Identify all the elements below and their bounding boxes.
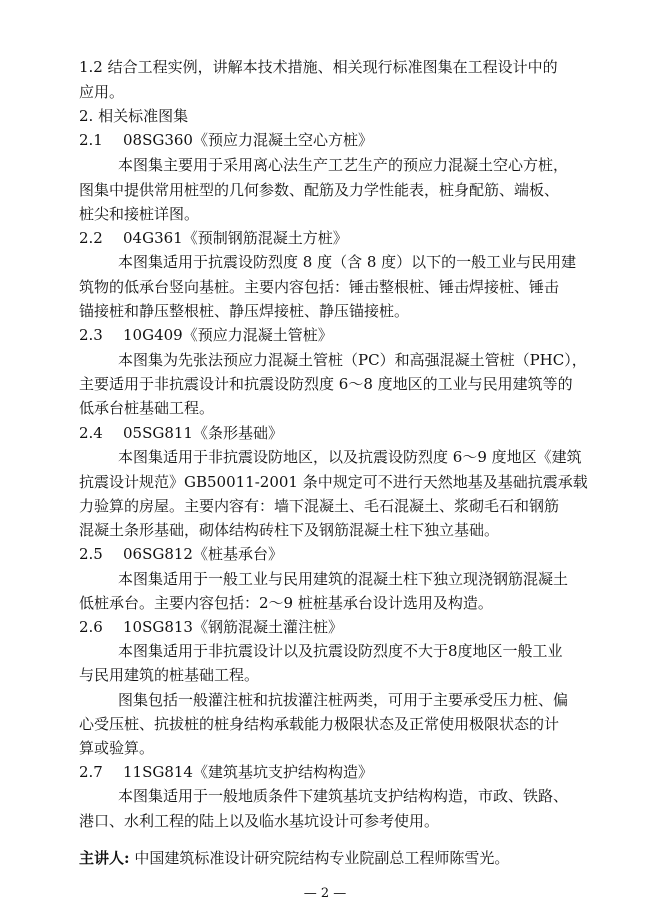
page-number: — 2 — — [303, 886, 347, 901]
paragraph-line: 低承台桩基础工程。 — [79, 399, 215, 417]
paragraph-line: 算或验算。 — [79, 739, 155, 757]
item-number: 2.6 — [79, 618, 103, 636]
paragraph-line: 与民用建筑的桩基础工程。 — [79, 666, 260, 684]
paragraph-line: 图集包括一般灌注桩和抗拔灌注桩两类，可用于主要承受压力桩、偏 — [118, 691, 569, 709]
item-2-1-heading — [79, 130, 373, 150]
item-title: 10G409《预应力混凝土管桩》 — [123, 326, 333, 344]
item-number: 2.2 — [79, 229, 103, 247]
paragraph-line: 抗震设计规范》GB50011-2001 条中规定可不进行天然地基及基础抗震承载 — [79, 473, 588, 491]
item-title: 04G361《预制钢筋混凝土方桩》 — [123, 229, 348, 247]
paragraph-line: 桩尖和接桩详图。 — [79, 205, 200, 223]
paragraph-line: 本图集适用于一般工业与民用建筑的混凝土柱下独立现浇钢筋混凝土 — [118, 570, 569, 588]
item-2-5-heading — [79, 544, 283, 564]
item-2-3-heading — [79, 325, 333, 345]
intro-line-2: 应用。 — [79, 83, 125, 101]
paragraph-line: 本图集适用于非抗震设防地区，以及抗震设防烈度 6～9 度地区《建筑 — [118, 448, 582, 466]
lecturer-label: 主讲人: — [79, 849, 130, 867]
paragraph-line: 本图集适用于一般地质条件下建筑基坑支护结构构造，市政、铁路、 — [118, 787, 569, 805]
item-2-2-heading — [79, 228, 348, 248]
paragraph-line: 图集中提供常用桩型的几何参数、配筋及力学性能表，桩身配筋、端板、 — [79, 181, 560, 199]
item-2-7-heading — [79, 762, 373, 782]
paragraph-line: 本图集为先张法预应力混凝土管桩（PC）和高强混凝土管桩（PHC）， — [118, 351, 587, 369]
item-2-6-heading — [79, 617, 343, 637]
item-number: 2.7 — [79, 763, 103, 781]
item-title: 11SG814《建筑基坑支护结构构造》 — [123, 763, 373, 781]
item-number: 2.4 — [79, 424, 103, 442]
paragraph-line: 心受压桩、抗拔桩的桩身结构承载能力极限状态及正常使用极限状态的计 — [79, 715, 560, 733]
paragraph-line: 混凝土条形基础，砌体结构砖柱下及钢筋混凝土柱下独立基础。 — [79, 521, 500, 539]
lecturer-line — [79, 848, 509, 868]
item-number: 2.3 — [79, 326, 103, 344]
lecturer-text: 中国建筑标准设计研究院结构专业院副总工程师陈雪光。 — [129, 849, 510, 867]
paragraph-line: 主要适用于非抗震设计和抗震设防烈度 6～8 度地区的工业与民用建筑等的 — [79, 375, 573, 393]
item-2-4-heading — [79, 423, 283, 443]
paragraph-line: 筑物的低承台竖向基桩。主要内容包括：锤击整根桩、锤击焊接桩、锤击 — [79, 278, 560, 296]
item-title: 10SG813《钢筋混凝土灌注桩》 — [123, 618, 343, 636]
item-title: 06SG812《桩基承台》 — [123, 545, 283, 563]
item-title: 05SG811《条形基础》 — [123, 424, 283, 442]
item-number: 2.1 — [79, 131, 103, 149]
paragraph-line: 本图集主要用于采用离心法生产工艺生产的预应力混凝土空心方桩， — [118, 156, 569, 174]
item-number: 2.5 — [79, 545, 103, 563]
intro-line-1: 1.2 结合工程实例，讲解本技术措施、相关现行标准图集在工程设计中的 — [79, 58, 558, 76]
paragraph-line: 本图集适用于抗震设防烈度 8 度（含 8 度）以下的一般工业与民用建 — [118, 253, 577, 271]
paragraph-line: 低桩承台。主要内容包括：2～9 桩桩基承台设计选用及构造。 — [79, 594, 493, 612]
item-title: 08SG360《预应力混凝土空心方桩》 — [123, 131, 373, 149]
paragraph-line: 本图集适用于非抗震设计以及抗震设防烈度不大于8度地区一般工业 — [118, 642, 563, 660]
section-2-title: 2. 相关标准图集 — [79, 107, 189, 125]
paragraph-line: 港口、水利工程的陆上以及临水基坑设计可参考使用。 — [79, 812, 440, 830]
paragraph-line: 力验算的房屋。主要内容有：墙下混凝土、毛石混凝土、浆砌毛石和钢筋 — [79, 497, 560, 515]
paragraph-line: 锚接桩和静压整根桩、静压焊接桩、静压锚接桩。 — [79, 302, 410, 320]
